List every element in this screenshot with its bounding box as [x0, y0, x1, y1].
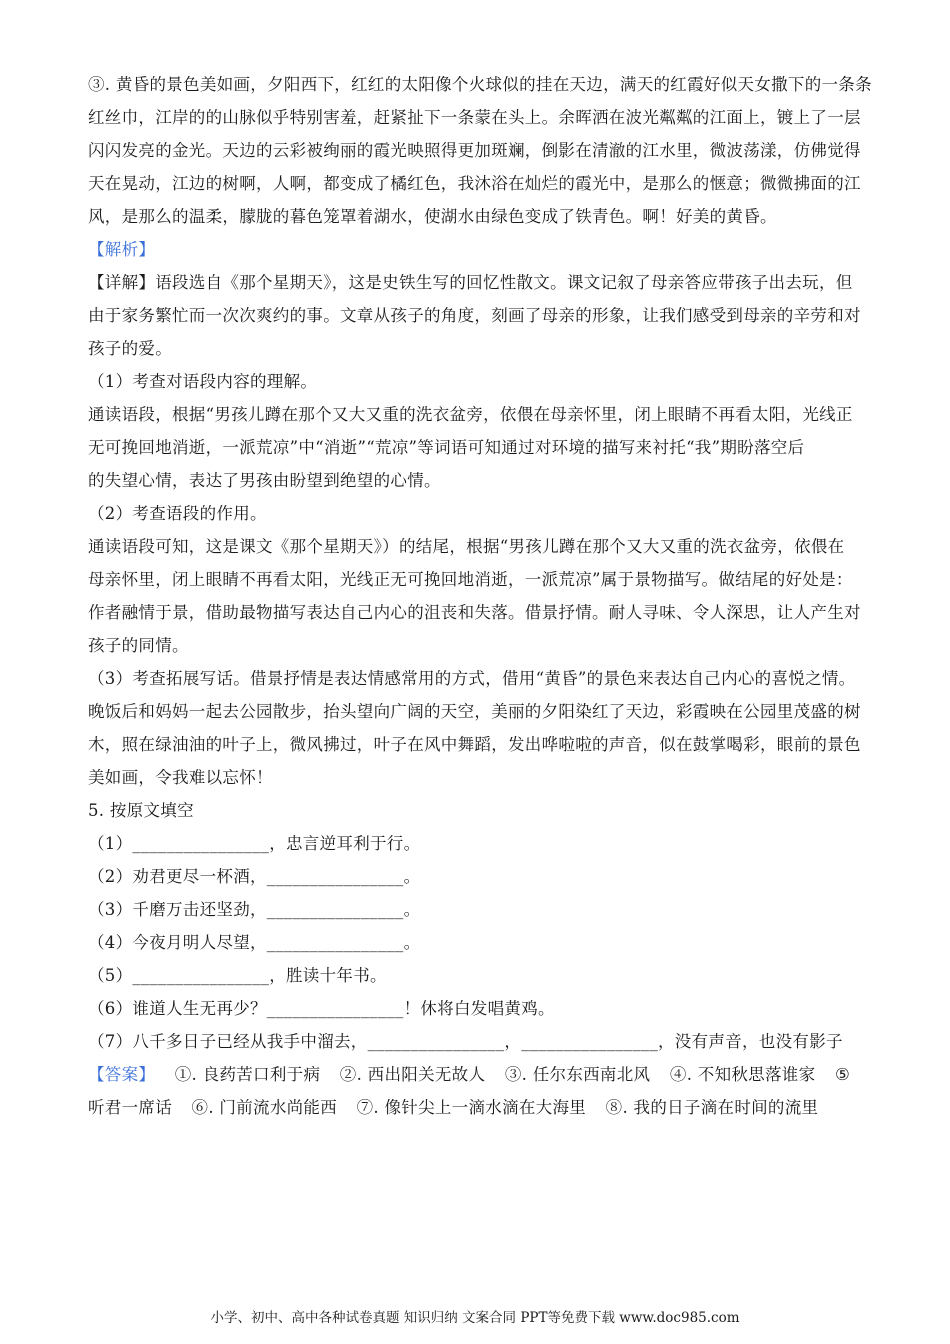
answer-item: ④. 不知秋思落谁家 — [669, 1065, 816, 1084]
answer-line-1 — [88, 1058, 868, 1091]
detail-label: 【详解】 — [88, 273, 156, 292]
scene-paragraph — [88, 68, 872, 233]
text-line: 天在晃动，江边的树啊，人啊，都变成了橘红色，我沐浴在灿烂的霞光中，是那么的惬意；微微拂面的江 — [88, 174, 861, 193]
text-line: 红丝巾，江岸的的山脉似乎特别害羞，赶紧扯下一条蒙在头上。余晖洒在波光粼粼的江面上，镀上了一层 — [88, 108, 861, 127]
answer-item: ②. 西出阳关无故人 — [339, 1065, 486, 1084]
analysis-label: 【解析】 — [88, 240, 156, 259]
answer-item: ⑦. 像针尖上一滴水滴在大海里 — [356, 1098, 587, 1117]
text-line — [88, 266, 868, 299]
text-line: 通读语段，根据“男孩儿蹲在那个又大又重的洗衣盆旁，依偎在母亲怀里，闭上眼睛不再看太阳，光线正 — [88, 405, 853, 424]
text-line: 晚饭后和妈妈一起去公园散步，抬头望向广阔的天空，美丽的夕阳染红了天边，彩霞映在公园里茂盛的树 — [88, 702, 861, 721]
question-list — [88, 827, 868, 1058]
detail-section — [88, 266, 868, 794]
text-line: （1）考查对语段内容的理解。 — [88, 372, 318, 391]
answer-item: ③. 任尔东西南北风 — [504, 1065, 651, 1084]
text-line: 作者融情于景，借助最物描写表达自己内心的沮丧和失落。借景抒情。耐人寻味、令人深思，让人产生对 — [88, 603, 861, 622]
document-page — [88, 68, 872, 1124]
text-line: 美如画，令我难以忘怀！ — [88, 768, 273, 787]
text-line: 由于家务繁忙而一次次爽约的事。文章从孩子的角度，刻画了母亲的形象，让我们感受到母亲的辛劳和对 — [88, 306, 861, 325]
text-line: （2）考查语段的作用。 — [88, 504, 267, 523]
text-line: 木，照在绿油油的叶子上，微风拂过，叶子在风中舞蹈，发出哗啦啦的声音，似在鼓掌喝彩，眼前的景色 — [88, 735, 861, 754]
question-item: （5）________________，胜读十年书。 — [88, 966, 387, 985]
text-line: （3）考查拓展写话。借景抒情是表达情感常用的方式，借用“黄昏”的景色来表达自己内心的喜悦之情。 — [88, 669, 856, 688]
text-line: 母亲怀里，闭上眼睛不再看太阳，光线正无可挽回地消逝，一派荒凉”属于景物描写。做结尾的好处是： — [88, 570, 853, 589]
answer-line-2 — [88, 1091, 868, 1124]
text-line: 闪闪发亮的金光。天边的云彩被绚丽的霞光映照得更加斑斓，倒影在清澈的江水里，微波荡漾，仿佛觉得 — [88, 141, 861, 160]
answer-item: ①. 良药苦口利于病 — [174, 1065, 321, 1084]
question-item: （2）劝君更尽一杯酒，________________。 — [88, 867, 421, 886]
answer-item: ⑤ — [834, 1065, 851, 1084]
text-line: 通读语段可知，这是课文《那个星期天》）的结尾，根据“男孩儿蹲在那个又大又重的洗衣盆旁，依偎在 — [88, 537, 845, 556]
question-title: 5. 按原文填空 — [88, 801, 194, 820]
text-line: 孩子的爱。 — [88, 339, 172, 358]
text-line: ③. 黄昏的景色美如画，夕阳西下，红红的太阳像个火球似的挂在天边，满天的红霞好似天女撒下的一条条 — [88, 75, 872, 94]
question-item: （3）千磨万击还坚劲，________________。 — [88, 900, 421, 919]
question-item: （7）八千多日子已经从我手中溜去，________________，________________，没有声音，也没有影子 — [88, 1032, 843, 1051]
text-line: 无可挽回地消逝，一派荒凉”中“消逝”“荒凉”等词语可知通过对环境的描写来衬托“我”期盼落空后 — [88, 438, 805, 457]
question-item: （1）________________，忠言逆耳利于行。 — [88, 834, 421, 853]
answer-item: ⑥. 门前流水尚能西 — [191, 1098, 338, 1117]
answer-label: 【答案】 — [88, 1065, 156, 1084]
page-footer: 小学、初中、高中各种试卷真题 知识归纳 文案合同 PPT等免费下载 www.doc985.com — [210, 1310, 740, 1326]
text-line: 孩子的同情。 — [88, 636, 189, 655]
text-line: 风，是那么的温柔，朦胧的暮色笼罩着湖水，使湖水由绿色变成了铁青色。啊！好美的黄昏。 — [88, 207, 777, 226]
question-item: （6）谁道人生无再少？________________！休将白发唱黄鸡。 — [88, 999, 555, 1018]
text-line: 的失望心情，表达了男孩由盼望到绝望的心情。 — [88, 471, 441, 490]
answer-item: ⑧. 我的日子滴在时间的流里 — [605, 1098, 819, 1117]
question-item: （4）今夜月明人尽望，________________。 — [88, 933, 421, 952]
detail-first-text: 语段选自《那个星期天》，这是史铁生写的回忆性散文。课文记叙了母亲答应带孩子出去玩，但 — [155, 273, 853, 292]
answer-item: 听君一席话 — [88, 1098, 172, 1117]
